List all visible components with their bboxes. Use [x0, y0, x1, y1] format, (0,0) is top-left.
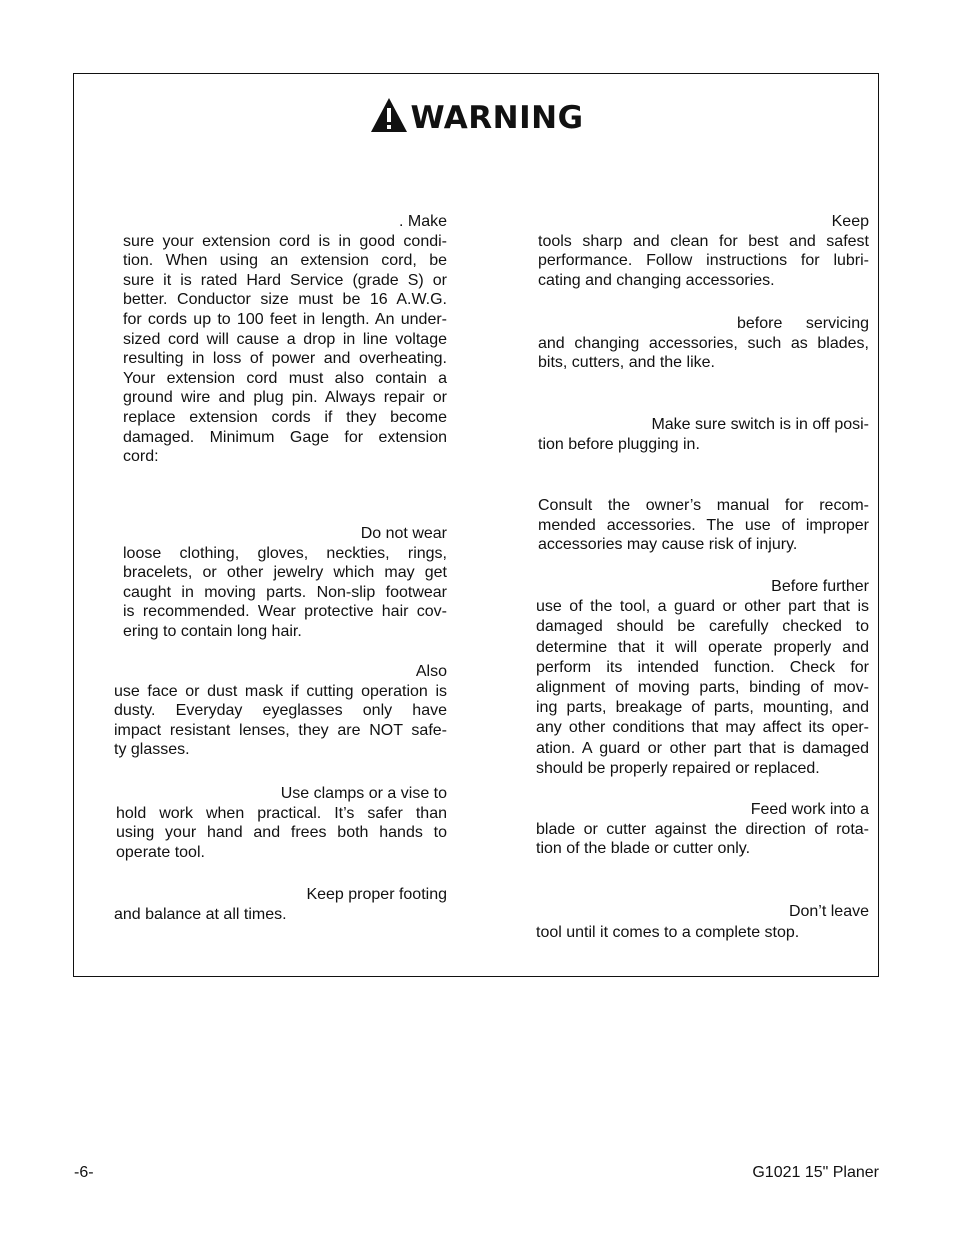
text-line: replace extension cords if they become: [123, 408, 447, 426]
feed-direction-paragraph: [536, 800, 869, 859]
text-line: determine that it will operate properly and: [536, 638, 869, 656]
text-line: before servicing: [737, 315, 869, 332]
extension-cord-paragraph: [123, 212, 447, 467]
text-line: for cords up to 100 feet in length. An under-: [123, 310, 447, 328]
text-line: ground wire and plug pin. Always repair or: [123, 389, 447, 407]
text-line: Feed work into a: [750, 801, 869, 818]
text-line: tion. When using an extension cord, be: [123, 252, 447, 270]
text-line: Your extension cord must also contain a: [123, 369, 447, 387]
text-line: damaged. Minimum Gage for extension: [123, 428, 447, 446]
text-line: Use clamps or a vise to: [280, 785, 447, 802]
text-line: tion before plugging in.: [538, 435, 700, 453]
text-line: caught in moving parts. Non-slip footwear: [123, 583, 447, 601]
text-line: use face or dust mask if cutting operation is: [114, 682, 447, 700]
text-line: dusty. Everyday eyeglasses only have: [114, 702, 447, 720]
text-line: resulting in loss of power and overheating.: [123, 350, 447, 368]
text-line: bits, cutters, and the like.: [538, 354, 715, 372]
text-line: alignment of moving parts, binding of mov-: [536, 679, 869, 697]
warning-triangle-icon: [370, 99, 410, 138]
text-line: tools sharp and clean for best and safest: [538, 232, 869, 250]
text-line: damaged should be carefully checked to: [536, 618, 869, 636]
text-line: mended accessories. The use of improper: [538, 516, 869, 534]
text-line: Make sure switch is in off posi-: [651, 416, 869, 433]
text-line: Keep: [831, 213, 869, 230]
text-line: should be properly repaired or replaced.: [536, 759, 820, 777]
unattended-paragraph: [536, 901, 869, 943]
footing-paragraph: [114, 885, 447, 924]
text-line: sure it is rated Hard Service (grade S) or: [123, 271, 447, 289]
warning-title: WARNING: [410, 100, 584, 136]
text-line: sized cord will cause a drop in line voltage: [123, 330, 447, 348]
text-line: Do not wear: [360, 525, 447, 542]
accessories-paragraph: [538, 496, 869, 555]
text-line: better. Conductor size must be 16 A.W.G.: [123, 291, 447, 309]
page-number: -6-: [74, 1164, 94, 1181]
text-line: any other conditions that may affect its oper-: [536, 719, 869, 737]
maintain-tools-paragraph: [538, 212, 869, 290]
face-mask-paragraph: [114, 662, 447, 760]
clothing-paragraph: [123, 524, 447, 642]
disconnect-paragraph: [538, 314, 869, 373]
warning-header: [0, 98, 954, 138]
text-line: tion of the blade or cutter only.: [536, 840, 751, 858]
text-line: sure your extension cord is in good condi-: [123, 232, 447, 250]
product-name: G1021 15" Planer: [752, 1164, 879, 1181]
text-line: perform its intended function. Check for: [536, 658, 869, 676]
text-line: ation. A guard or other part that is damaged: [536, 739, 869, 757]
text-line: . Make: [398, 213, 447, 230]
text-line: cord:: [123, 448, 159, 466]
text-line: Consult the owner’s manual for recom-: [538, 497, 869, 514]
switch-paragraph: [538, 415, 869, 454]
text-line: impact resistant lenses, they are NOT safe-: [114, 721, 447, 739]
text-line: Before further: [771, 578, 869, 595]
text-line: ering to contain long hair.: [123, 622, 302, 640]
text-line: use of the tool, a guard or other part that is: [536, 598, 869, 616]
text-line: Don’t leave: [788, 903, 869, 920]
text-line: loose clothing, gloves, neckties, rings,: [123, 544, 447, 562]
text-line: bracelets, or other jewelry which may get: [123, 564, 447, 582]
text-line: blade or cutter against the direction of rota-: [536, 820, 869, 838]
text-line: and changing accessories, such as blades,: [538, 334, 869, 352]
damaged-parts-paragraph: [536, 577, 869, 779]
text-line: and balance at all times.: [114, 905, 287, 923]
text-line: ing parts, breakage of parts, mounting, and: [536, 699, 869, 717]
text-line: Keep proper footing: [306, 886, 447, 903]
text-line: tool until it comes to a complete stop.: [536, 924, 800, 941]
text-line: using your hand and frees both hands to: [116, 824, 447, 842]
clamps-paragraph: [116, 784, 447, 862]
text-line: cating and changing accessories.: [538, 271, 775, 289]
text-line: Also: [415, 663, 447, 680]
text-line: operate tool.: [116, 843, 205, 861]
text-line: performance. Follow instructions for lubri-: [538, 252, 869, 270]
text-line: is recommended. Wear protective hair cov-: [123, 603, 447, 621]
text-line: ty glasses.: [114, 741, 190, 759]
text-line: accessories may cause risk of injury.: [538, 536, 798, 554]
text-line: hold work when practical. It’s safer than: [116, 804, 447, 822]
